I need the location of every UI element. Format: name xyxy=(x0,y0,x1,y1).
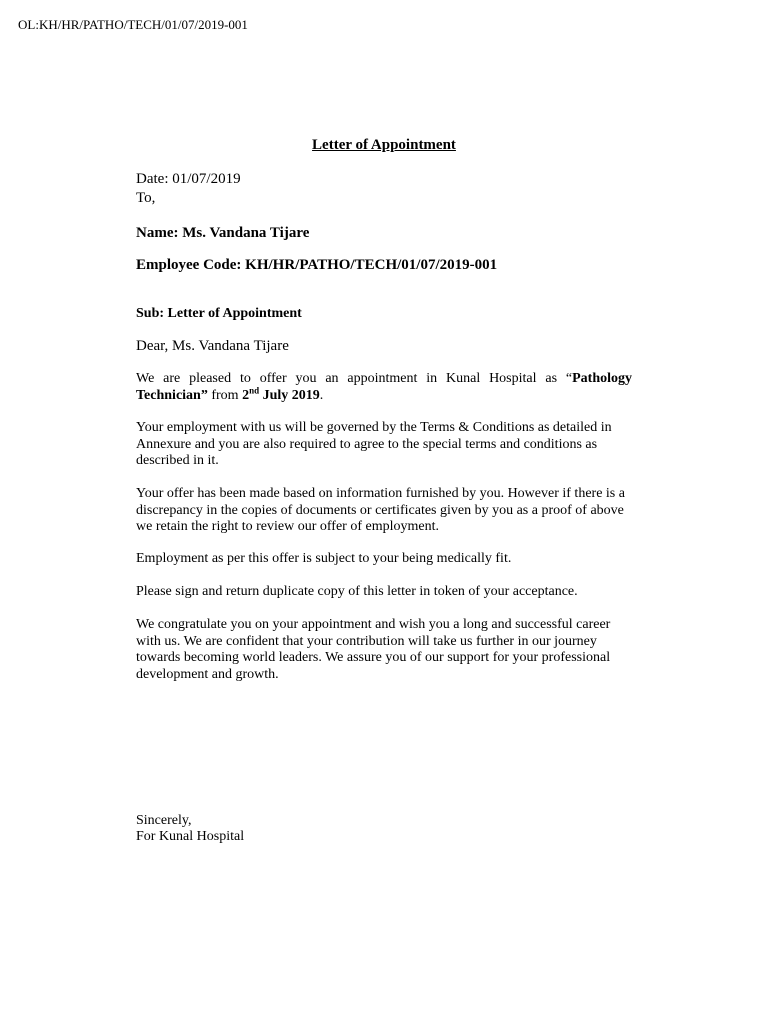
offer-date-day: 2 xyxy=(242,387,250,403)
closing: Sincerely, xyxy=(136,813,192,828)
terms-paragraph: Your employment with us will be governed by the Terms & Conditions as detailed in Annexure and you are also required to agree to the special terms and conditions as described in it. xyxy=(136,420,612,468)
recipient-to: To, xyxy=(136,190,156,206)
offer-start-date xyxy=(242,384,320,403)
discrepancy-paragraph: Your offer has been made based on information furnished by you. However if there is a discrepancy in the copies of documents or certificates given by you as a proof of above we retain the right to review our offer of employment. xyxy=(136,486,625,534)
offer-from: from xyxy=(207,387,243,403)
letter-date: Date: 01/07/2019 xyxy=(136,171,241,187)
employee-code: Employee Code: KH/HR/PATHO/TECH/01/07/2019-001 xyxy=(136,257,498,273)
signatory: For Kunal Hospital xyxy=(136,829,245,844)
salutation: Dear, Ms. Vandana Tijare xyxy=(136,338,289,354)
recipient-name: Name: Ms. Vandana Tijare xyxy=(136,225,310,241)
subject-line: Sub: Letter of Appointment xyxy=(136,306,302,321)
offer-end: . xyxy=(319,387,324,403)
reference-number: OL:KH/HR/PATHO/TECH/01/07/2019-001 xyxy=(18,17,248,32)
medical-paragraph: Employment as per this offer is subject to your being medically fit. xyxy=(136,551,512,566)
offer-paragraph xyxy=(136,371,632,404)
offer-intro: We are pleased to offer you an appointment in Kunal Hospital as “ xyxy=(136,371,573,386)
letter-title: Letter of Appointment xyxy=(312,137,456,153)
offer-position: Pathology Technician” xyxy=(136,371,632,403)
congratulate-paragraph: We congratulate you on your appointment and wish you a long and successful career with us. We are confident that your contribution will take us further in our journey towards becoming world leaders. We assure you of our support for your professional development and growth. xyxy=(136,617,611,682)
offer-date-rest: July 2019 xyxy=(259,387,320,403)
sign-return-paragraph: Please sign and return duplicate copy of this letter in token of your acceptance. xyxy=(136,584,578,599)
offer-date-suffix: nd xyxy=(249,384,260,395)
